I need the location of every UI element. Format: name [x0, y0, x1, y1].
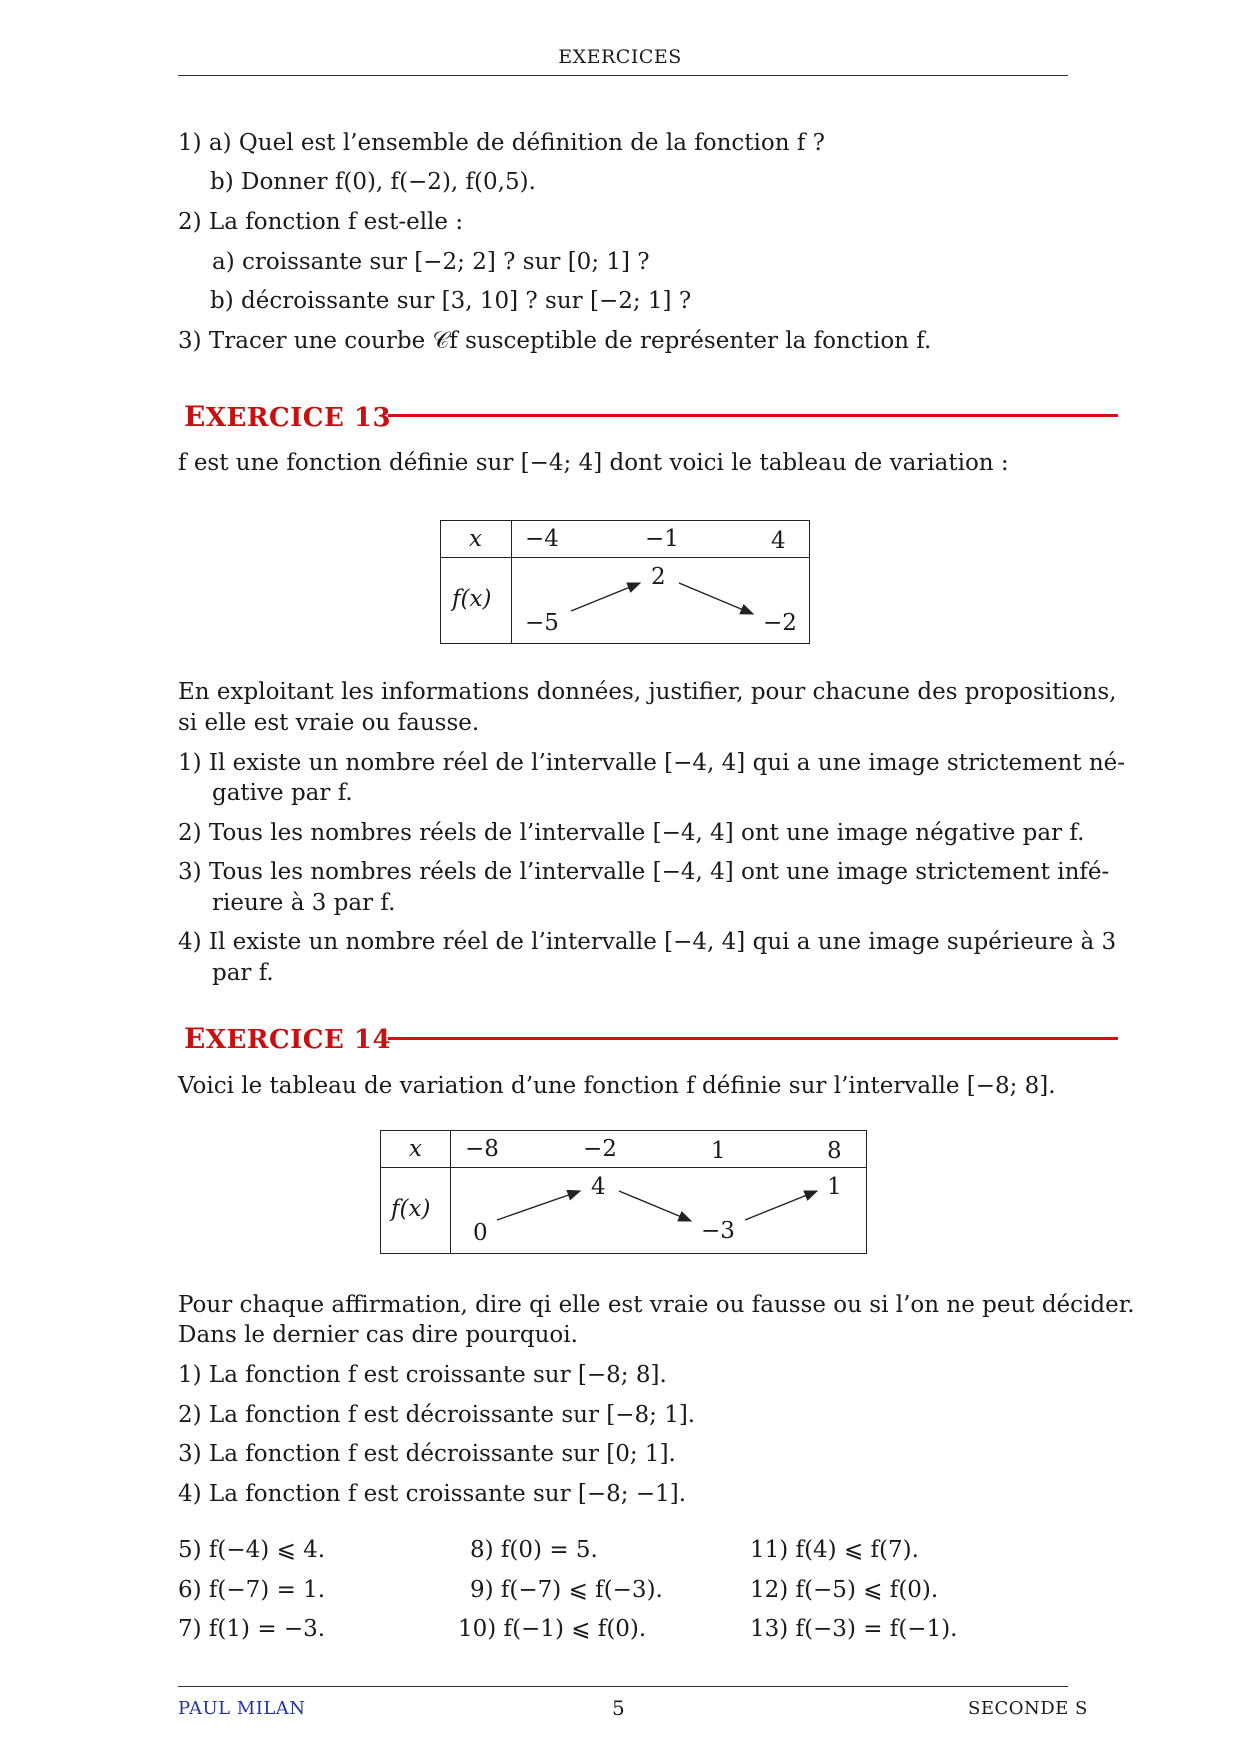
table-14-f-value: 0	[473, 1220, 488, 1246]
table-14-increase-arrow	[497, 1191, 580, 1220]
footer-author: PAUL MILAN	[178, 1698, 306, 1719]
exercise-13-title	[184, 400, 391, 433]
table-14-increase-arrow	[745, 1191, 817, 1220]
exercise-13-para-line: En exploitant les informations données, justifier, pour chacune des propositions,	[178, 679, 1117, 705]
header-title: EXERCICES	[558, 46, 682, 68]
table-14-x-label: x	[409, 1136, 422, 1162]
exercise-13-item-4-cont: par f.	[212, 960, 274, 986]
exercise-14-item-1: 1) La fonction f est croissante sur [−8; 8].	[178, 1362, 667, 1388]
exercise-13-item-1-cont: gative par f.	[212, 780, 353, 806]
table-13-x-value: −4	[525, 526, 559, 552]
exercise-14-title	[184, 1022, 391, 1055]
exercise-13-rule	[388, 414, 1118, 417]
grid-item-10: 10) f(−1) ⩽ f(0).	[458, 1616, 647, 1642]
exercise-13-item-4: 4) Il existe un nombre réel de l’intervalle [−4, 4] qui a une image supérieure à 3	[178, 929, 1117, 955]
table-14-f-value: −3	[701, 1218, 735, 1244]
table-14-f-value: 4	[591, 1174, 606, 1200]
exercise-13-item-1: 1) Il existe un nombre réel de l’intervalle [−4, 4] qui a une image strictement né-	[178, 750, 1126, 776]
grid-item-13: 13) f(−3) = f(−1).	[750, 1616, 958, 1642]
exercise-13-title-rest: XERCICE 13	[205, 403, 392, 433]
footer-level: SECONDE S	[968, 1698, 1088, 1719]
exercise-14-intro: Voici le tableau de variation d’une fonction f définie sur l’intervalle [−8; 8].	[178, 1073, 1056, 1099]
exercise-14-para-line: Pour chaque affirmation, dire qi elle est vraie ou fausse ou si l’on ne peut décider.	[178, 1292, 1135, 1318]
exercise-13-item-3: 3) Tous les nombres réels de l’intervalle [−4, 4] ont une image strictement infé-	[178, 859, 1110, 885]
exercise-13-item-3-cont: rieure à 3 par f.	[212, 890, 396, 916]
exercise-13-intro: f est une fonction définie sur [−4; 4] dont voici le tableau de variation :	[178, 450, 1009, 476]
table-13-x-label: x	[469, 526, 482, 552]
table-13-arrows	[441, 521, 809, 643]
exercise-14-item-2: 2) La fonction f est décroissante sur [−8; 1].	[178, 1402, 696, 1428]
grid-item-11: 11) f(4) ⩽ f(7).	[750, 1537, 919, 1563]
grid-item-7: 7) f(1) = −3.	[178, 1616, 326, 1642]
table-14-f-value: 1	[827, 1174, 842, 1200]
table-13-increase-arrow	[571, 583, 640, 611]
variation-table-13	[440, 520, 810, 644]
table-14-x-value: 1	[711, 1138, 726, 1164]
grid-item-5: 5) f(−4) ⩽ 4.	[178, 1537, 326, 1563]
table-13-fx-label: f(x)	[452, 586, 492, 612]
table-13-f-value: 2	[651, 564, 666, 590]
question-2a: a) croissante sur [−2; 2] ? sur [0; 1] ?	[212, 249, 650, 275]
exercise-13-title-initial: E	[184, 400, 206, 433]
variation-table-14	[380, 1130, 867, 1254]
table-13-f-value: −2	[763, 610, 797, 636]
table-13-decrease-arrow	[679, 583, 753, 614]
exercise-13-para-line: si elle est vraie ou fausse.	[178, 710, 480, 736]
exercise-14-para-line: Dans le dernier cas dire pourquoi.	[178, 1322, 578, 1348]
table-14-x-value: −2	[583, 1136, 617, 1162]
grid-item-12: 12) f(−5) ⩽ f(0).	[750, 1577, 939, 1603]
grid-item-6: 6) f(−7) = 1.	[178, 1577, 326, 1603]
exercise-14-item-3: 3) La fonction f est décroissante sur [0; 1].	[178, 1441, 676, 1467]
header-rule	[178, 75, 1068, 76]
question-2: 2) La fonction f est-elle :	[178, 209, 464, 235]
table-14-x-value: −8	[465, 1136, 499, 1162]
table-14-arrows	[381, 1131, 866, 1253]
table-14-decrease-arrow	[619, 1191, 691, 1221]
question-2b: b) décroissante sur [3, 10] ? sur [−2; 1] ?	[210, 288, 692, 314]
exercise-13-item-2: 2) Tous les nombres réels de l’intervalle [−4, 4] ont une image négative par f.	[178, 820, 1085, 846]
exercise-14-rule	[388, 1037, 1118, 1040]
grid-item-9: 9) f(−7) ⩽ f(−3).	[470, 1577, 663, 1603]
exercise-14-title-initial: E	[184, 1022, 206, 1055]
exercise-14-item-4: 4) La fonction f est croissante sur [−8; −1].	[178, 1481, 687, 1507]
table-13-x-value: 4	[771, 528, 786, 554]
table-14-x-value: 8	[827, 1138, 842, 1164]
table-14-fx-label: f(x)	[391, 1196, 431, 1222]
footer-rule	[178, 1686, 1068, 1687]
question-1b: b) Donner f(0), f(−2), f(0,5).	[210, 169, 536, 195]
question-3: 3) Tracer une courbe 𝒞f susceptible de représenter la fonction f.	[178, 328, 932, 354]
table-13-f-value: −5	[525, 610, 559, 636]
footer-page-number: 5	[612, 1696, 626, 1720]
table-13-x-value: −1	[645, 526, 679, 552]
question-1a: 1) a) Quel est l’ensemble de définition de la fonction f ?	[178, 130, 826, 156]
grid-item-8: 8) f(0) = 5.	[470, 1537, 598, 1563]
exercise-14-title-rest: XERCICE 14	[205, 1025, 392, 1055]
